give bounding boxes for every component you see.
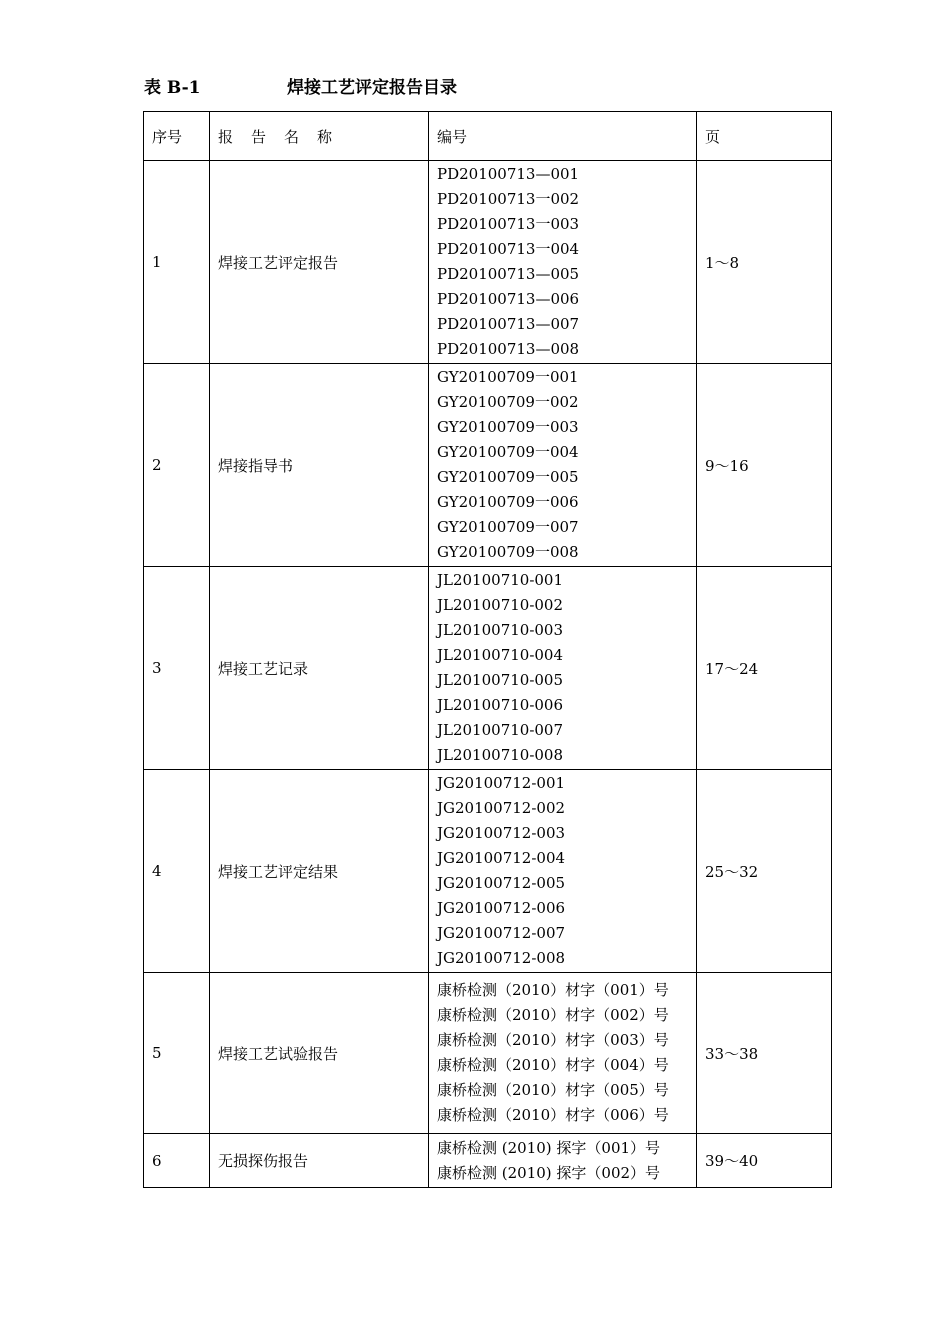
header-name-char: 名 (284, 127, 300, 146)
report-code: 康桥检测（2010）材字（004）号 (437, 1056, 669, 1074)
row-report-name: 焊接工艺试验报告 (210, 973, 429, 1134)
table-row (144, 364, 832, 567)
report-code: PD20100713—005 (437, 265, 580, 283)
row-seq: 3 (144, 567, 210, 770)
report-code: JL20100710-001 (437, 571, 564, 590)
row-seq: 2 (144, 364, 210, 567)
row-code-list (429, 770, 697, 973)
report-code: GY20100709一004 (437, 443, 579, 462)
row-seq: 4 (144, 770, 210, 973)
report-code: JL20100710-004 (437, 646, 564, 665)
report-code: JG20100712-003 (437, 824, 566, 843)
table-row (144, 161, 832, 364)
report-code: 康桥检测（2010）材字（001）号 (437, 981, 669, 1000)
header-name (210, 112, 429, 161)
report-code: JG20100712-006 (437, 898, 566, 917)
row-code-list (429, 161, 697, 364)
report-code: JG20100712-005 (437, 874, 566, 892)
row-page-range: 39～40 (697, 1134, 832, 1188)
report-code: GY20100709一008 (437, 542, 579, 561)
report-code: JL20100710-003 (437, 621, 564, 640)
header-name-char: 告 (251, 127, 267, 146)
report-code: GY20100709一007 (437, 517, 579, 536)
row-page-range: 17～24 (697, 567, 832, 770)
report-code: JG20100712-007 (437, 923, 566, 942)
report-code: PD20100713—006 (437, 289, 580, 308)
report-code: JL20100710-005 (437, 671, 564, 689)
report-code: 康桥检测（2010）材字（005）号 (437, 1080, 669, 1099)
report-code: 康桥检测 (2010) 探字（002）号 (437, 1163, 661, 1182)
report-code: PD20100713一003 (437, 215, 580, 234)
header-code: 编号 (429, 112, 697, 161)
header-name-char: 称 (317, 127, 333, 146)
report-code: JL20100710-006 (437, 695, 564, 714)
report-code: 康桥检测 (2010) 探字（001）号 (437, 1138, 661, 1157)
row-code-list (429, 364, 697, 567)
table-row (144, 567, 832, 770)
header-row (144, 112, 832, 161)
row-seq: 5 (144, 973, 210, 1134)
report-code: PD20100713一004 (437, 240, 580, 259)
row-report-name: 焊接工艺记录 (210, 567, 429, 770)
report-code: GY20100709一003 (437, 418, 579, 437)
header-name-char: 报 (218, 127, 234, 146)
report-code: PD20100713—001 (437, 165, 580, 184)
row-report-name: 焊接工艺评定报告 (210, 161, 429, 364)
table-row (144, 770, 832, 973)
report-code: 康桥检测（2010）材字（006）号 (437, 1105, 669, 1124)
row-code-list (429, 567, 697, 770)
report-code: GY20100709一005 (437, 468, 579, 486)
report-code: PD20100713一002 (437, 190, 580, 209)
report-code: JL20100710-007 (437, 720, 564, 739)
table-row (144, 973, 832, 1134)
table-title: 焊接工艺评定报告目录 (287, 78, 457, 98)
table-body (144, 161, 832, 1188)
report-code: 康桥检测（2010）材字（003）号 (437, 1031, 669, 1050)
row-page-range: 25～32 (697, 770, 832, 973)
row-report-name: 焊接指导书 (210, 364, 429, 567)
report-catalog-table (143, 111, 832, 1188)
report-code: JG20100712-002 (437, 799, 566, 818)
row-page-range: 33～38 (697, 973, 832, 1134)
row-report-name: 焊接工艺评定结果 (210, 770, 429, 973)
row-page-range: 9～16 (697, 364, 832, 567)
table-number: 表 B-1 (144, 78, 201, 98)
report-code: 康桥检测（2010）材字（002）号 (437, 1006, 669, 1025)
row-page-range: 1～8 (697, 161, 832, 364)
report-code: JG20100712-008 (437, 948, 566, 967)
report-code: GY20100709一001 (437, 368, 579, 387)
report-code: PD20100713—007 (437, 314, 580, 333)
report-code: JG20100712-001 (437, 774, 566, 793)
row-report-name: 无损探伤报告 (210, 1134, 429, 1188)
header-page: 页 (697, 112, 832, 161)
row-code-list (429, 973, 697, 1134)
report-code: JL20100710-008 (437, 745, 564, 764)
table-row (144, 1134, 832, 1188)
report-code: GY20100709一006 (437, 492, 579, 511)
report-code: PD20100713—008 (437, 339, 580, 358)
report-code: GY20100709一002 (437, 393, 579, 412)
header-seq: 序号 (144, 112, 210, 161)
row-code-list (429, 1134, 697, 1188)
report-code: JL20100710-002 (437, 596, 564, 615)
row-seq: 1 (144, 161, 210, 364)
row-seq: 6 (144, 1134, 210, 1188)
report-code: JG20100712-004 (437, 849, 566, 868)
